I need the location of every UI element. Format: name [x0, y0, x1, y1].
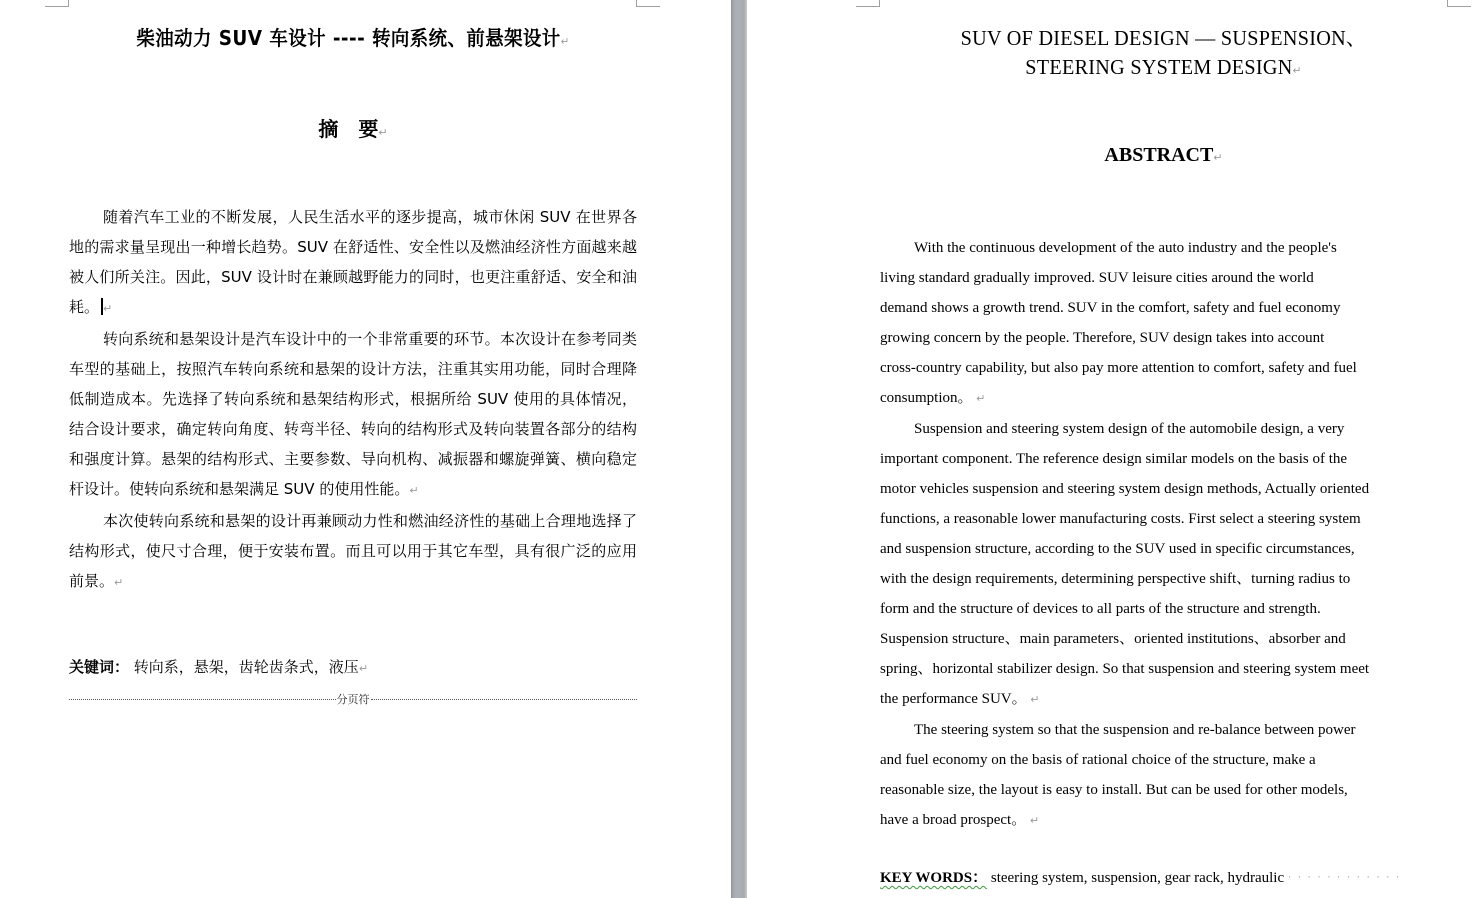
text-line: 世界各地的需求量呈现出一种增长趋势。SUV 在舒适性、安全性以及燃油经 [69, 208, 637, 256]
text-line: 转向系统和悬架设计是汽车设计中的一个非常重要的环节。本次设计在 [103, 330, 577, 348]
text-line: The steering system so that the suspension and re-balance between power [914, 722, 1356, 738]
chinese-title-text: 柴油动力 SUV 车设计 ---- 转向系统、前悬架设计 [136, 26, 561, 50]
text-line: 参考同类车型的基础上，按照汽车转向系统和悬架的设计方法，注重其实用 [69, 330, 637, 378]
abstract-heading-cn-text: 摘 要 [318, 117, 379, 141]
abstract-paragraph-cn-1[interactable] [69, 202, 637, 324]
text-line: 济性方面越来越被人们所关注。因此，SUV 设计时在兼顾越野能力的同时， [69, 238, 637, 286]
text-line: the performance SUV。 [880, 691, 1027, 707]
text-line: living standard gradually improved. SUV leisure cities around the world [880, 270, 1314, 286]
english-title[interactable] [891, 24, 1435, 86]
abstract-heading-cn[interactable] [69, 113, 637, 142]
text-line: 也更注重舒适、安全和油耗。 [69, 268, 637, 316]
text-line: Suspension and steering system design of the automobile design, a very [914, 421, 1345, 437]
keywords-value-cn: 转向系，悬架，齿轮齿条式，液压 [133, 658, 359, 676]
paragraph-mark-icon: ↵ [1292, 65, 1302, 77]
crop-mark-top-right [1447, 0, 1471, 7]
text-line: cross-country capability, but also pay more attention to comfort, safety and fuel [880, 360, 1357, 376]
page-break-line-right [371, 699, 638, 700]
paragraph-mark-icon: ↵ [1213, 152, 1223, 164]
abstract-paragraph-en-2[interactable] [880, 414, 1452, 715]
text-line: 数、导向机构、减振器和螺旋弹簧、横向稳定杆设计。使转向系统和悬架满 [69, 450, 637, 498]
english-title-line-1: SUV OF DIESEL DESIGN — SUSPENSION、 [960, 26, 1367, 50]
document-page-left[interactable] [0, 0, 731, 898]
paragraph-mark-icon: ↵ [976, 393, 986, 405]
text-line: Suspension structure、main parameters、oriented institutions、absorber and [880, 631, 1346, 647]
text-line: 具有很广泛的应用前景。 [69, 542, 637, 590]
text-line: form and the structure of devices to all parts of the structure and strength. [880, 601, 1321, 617]
page-gap [731, 0, 747, 898]
abstract-paragraph-cn-2[interactable] [69, 324, 637, 506]
text-line: spring、horizontal stabilizer design. So that suspension and steering system meet [880, 661, 1370, 677]
paragraph-mark-icon: ↵ [1030, 694, 1040, 706]
text-line: 随着汽车工业的不断发展，人民生活水平的逐步提高，城市休闲 SUV 在 [103, 208, 592, 226]
text-line: reasonable size, the layout is easy to install. But can be used for other models, [880, 782, 1348, 798]
text-line: functions, a reasonable lower manufacturing costs. First select a steering system [880, 511, 1361, 527]
abstract-heading-en-text: ABSTRACT [1104, 144, 1214, 166]
abstract-paragraph-en-3[interactable] [880, 715, 1452, 836]
crop-mark-top-left [45, 0, 69, 7]
text-line: With the continuous development of the auto industry and the people's [914, 240, 1337, 256]
space-marks: · · · · · · · · · · · · [1287, 872, 1402, 884]
text-line: have a broad prospect。 [880, 812, 1027, 828]
paragraph-mark-icon: ↵ [409, 484, 419, 497]
keywords-label-cn: 关键词： [69, 658, 130, 676]
page-break-line-left [69, 699, 336, 700]
paragraph-mark-icon: ↵ [103, 302, 113, 315]
text-line: growing concern by the people. Therefore, SUV design takes into account [880, 330, 1325, 346]
text-line: 足 SUV 的使用性能。 [264, 480, 410, 498]
paragraph-mark-icon: ↵ [358, 662, 369, 675]
text-line: demand shows a growth trend. SUV in the comfort, safety and fuel economy [880, 300, 1341, 316]
text-line: consumption。 [880, 390, 973, 406]
keywords-en[interactable] [880, 863, 1401, 894]
chinese-abstract-body[interactable] [69, 202, 637, 598]
abstract-paragraph-cn-3[interactable] [69, 506, 637, 598]
english-abstract-body[interactable] [880, 233, 1452, 836]
page-break-marker[interactable] [69, 691, 637, 707]
keywords-value-en: steering system, suspension, gear rack, hydraulic [990, 870, 1285, 886]
text-line: with the design requirements, determining perspective shift、turning radius to [880, 571, 1351, 587]
text-line: and fuel economy on the basis of rational choice of the structure, make a [880, 752, 1316, 768]
english-title-line-2: STEERING SYSTEM DESIGN [1025, 55, 1293, 79]
paragraph-mark-icon: ↵ [1029, 815, 1040, 827]
abstract-paragraph-en-1[interactable] [880, 233, 1452, 414]
page-break-label: 分页符 [336, 693, 370, 706]
text-line: 地选择了结构形式，使尺寸合理，便于安装布置。而且可以用于其它车型， [69, 512, 637, 560]
text-line: 的结构形式及转向装置各部分的结构和强度计算。悬架的结构形式、主要参 [69, 420, 637, 468]
paragraph-mark-icon: ↵ [378, 126, 388, 139]
text-line: important component. The reference design similar models on the basis of the [880, 451, 1348, 467]
keywords-label-en: KEY WORDS： [880, 870, 988, 886]
paragraph-mark-icon: ↵ [560, 35, 570, 48]
abstract-heading-en[interactable] [880, 144, 1447, 167]
text-line: 功能，同时合理降低制造成本。先选择了转向系统和悬架结构形式，根据所 [69, 360, 637, 408]
text-line: and suspension structure, according to the SUV used in specific circumstances, [880, 541, 1355, 557]
text-line: 本次使转向系统和悬架的设计再兼顾动力性和燃油经济性的基础上合理 [103, 512, 577, 530]
crop-mark-top-left [856, 0, 880, 7]
paragraph-mark-icon: ↵ [114, 576, 124, 589]
text-line: motor vehicles suspension and steering system design methods, Actually oriented [880, 481, 1370, 497]
keywords-cn[interactable] [69, 652, 368, 684]
chinese-title[interactable] [92, 22, 615, 51]
crop-mark-top-right [636, 0, 660, 7]
text-line: 给 SUV 使用的具体情况， 结合设计要求，确定转向角度、转弯半径、转向 [69, 390, 637, 438]
